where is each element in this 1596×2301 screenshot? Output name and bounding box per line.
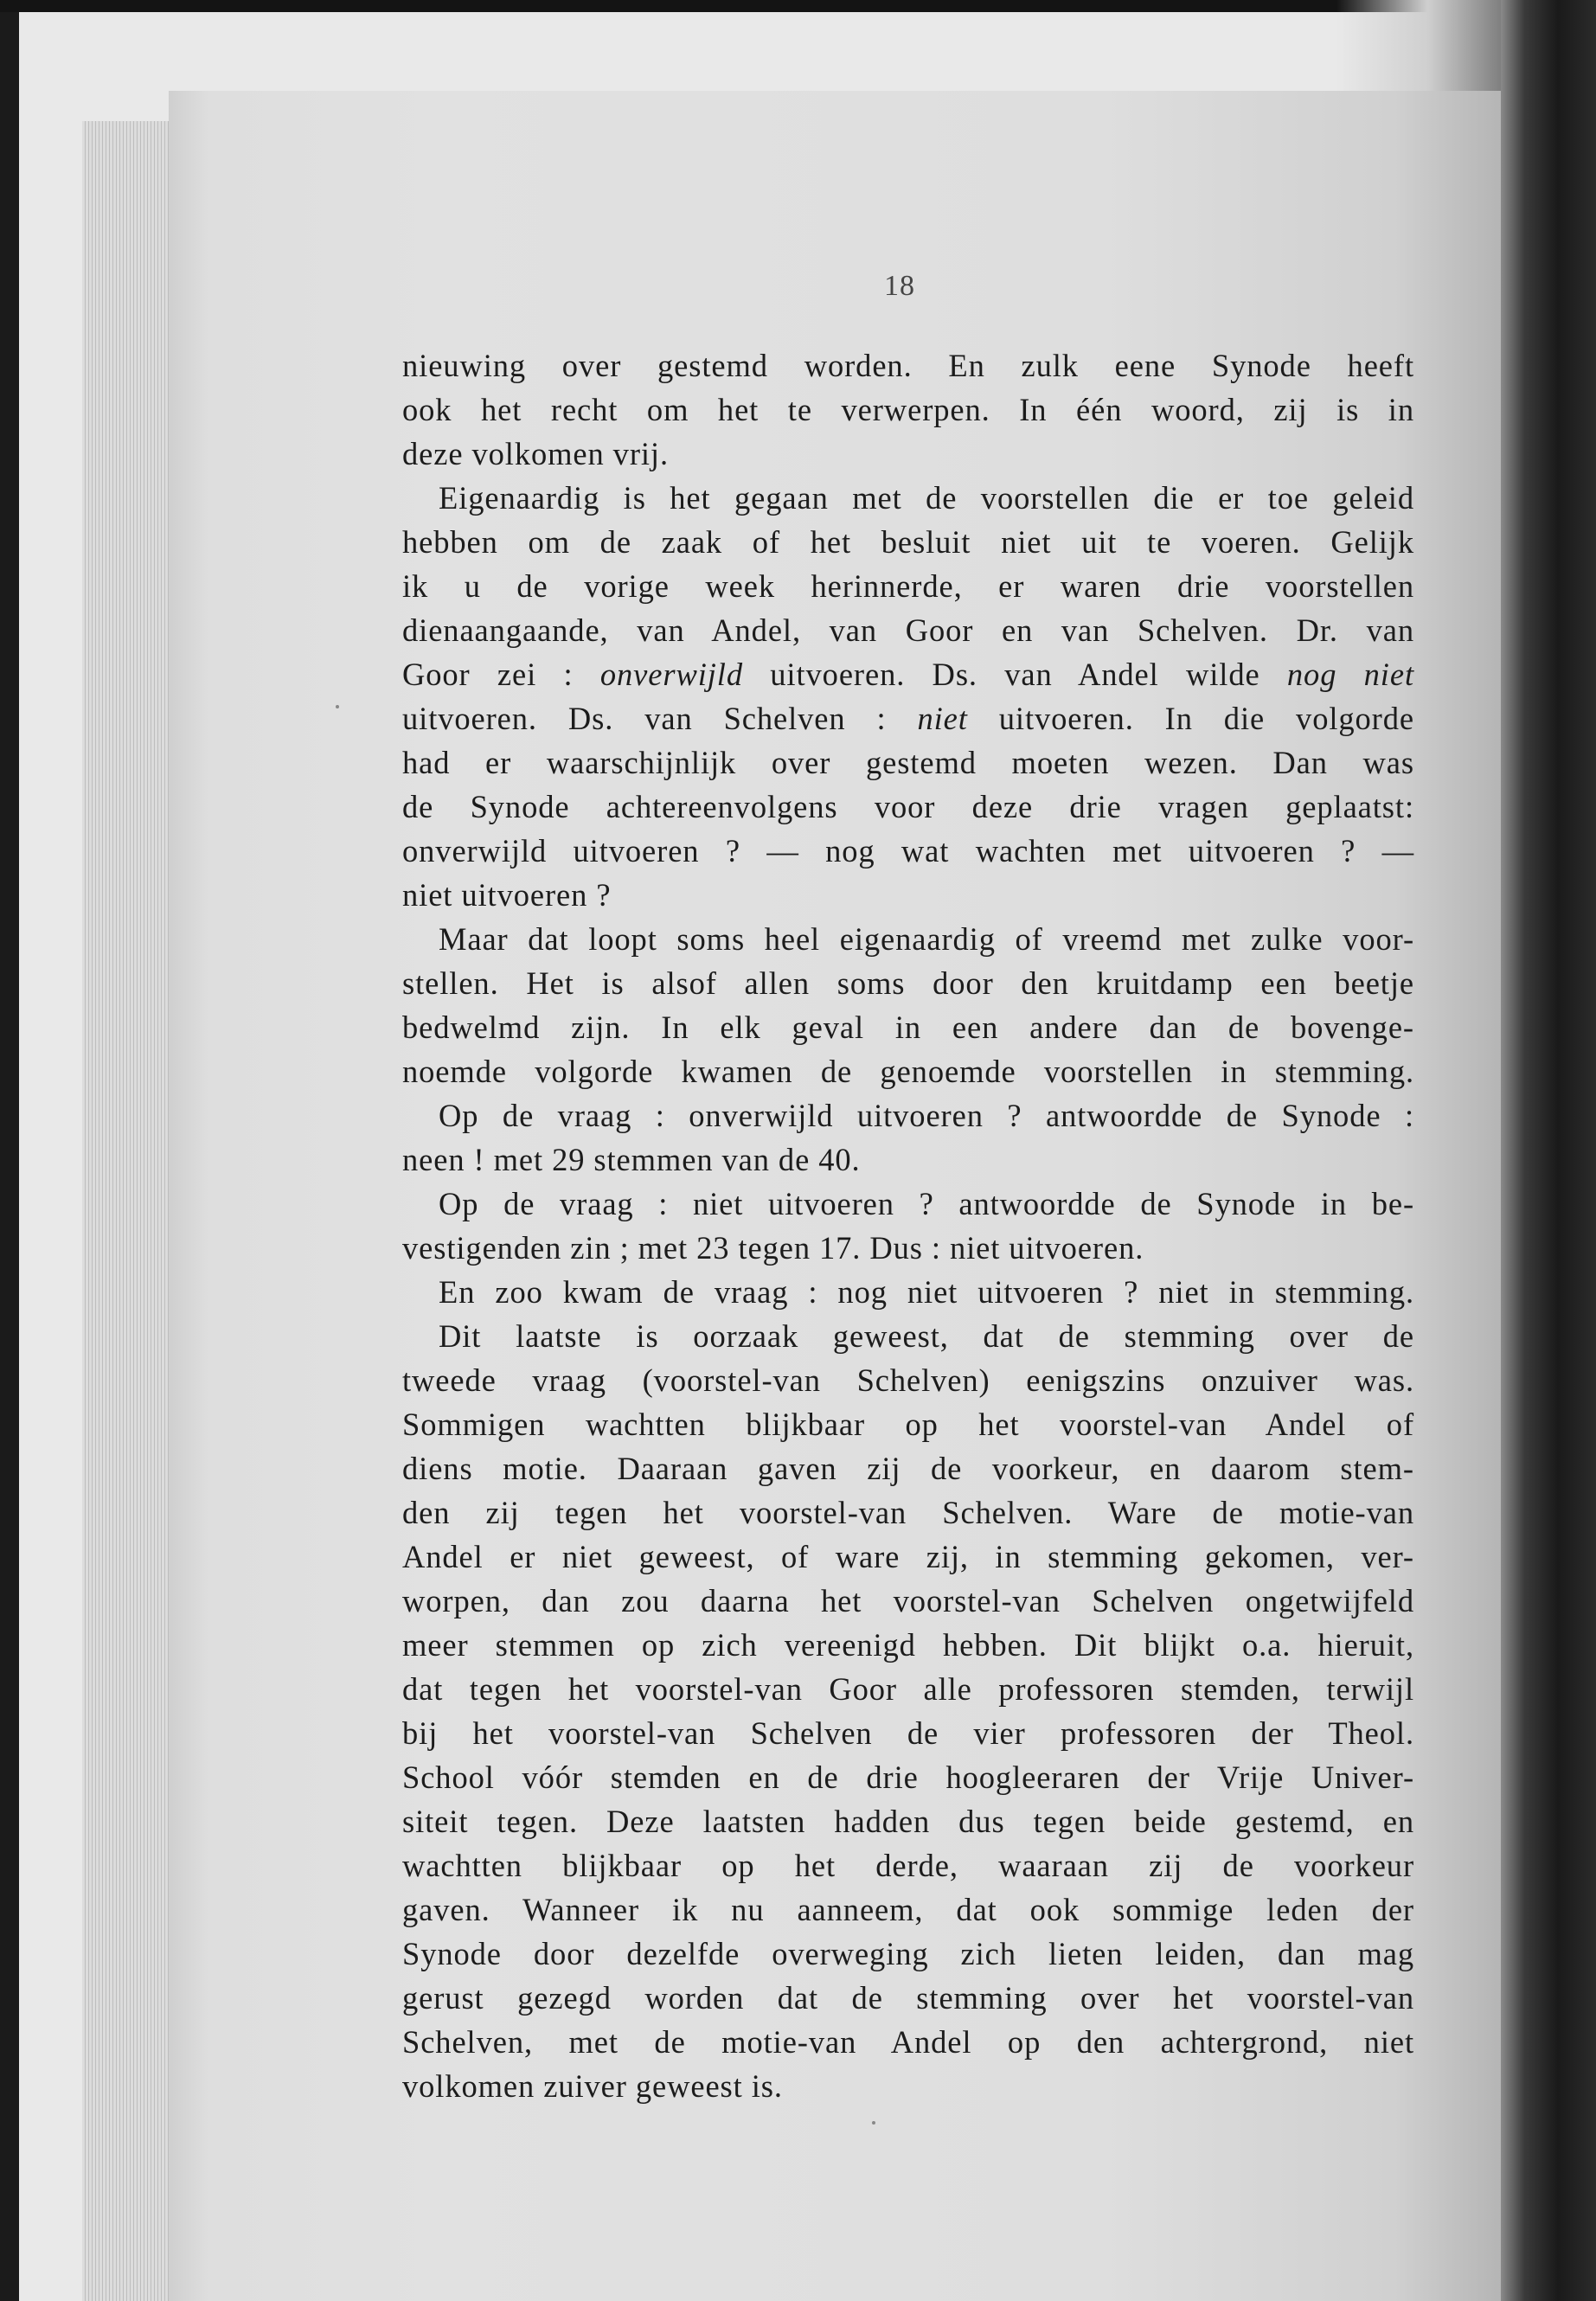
paper-speck [336, 705, 339, 708]
text-line: worpen, dan zou daarna het voorstel-van Schelven ongetwijfeld [402, 1583, 1414, 1618]
text-line: niet uitvoeren ? [402, 877, 612, 913]
text-line: neen ! met 29 stemmen van de 40. [402, 1142, 861, 1177]
text-line: Andel er niet geweest, of ware zij, in stemming gekomen, ver- [402, 1539, 1414, 1574]
text-line: hebben om de zaak of het besluit niet uit te voeren. Gelijk [402, 524, 1414, 560]
text-line: den zij tegen het voorstel-van Schelven. Ware de motie-van [402, 1495, 1414, 1530]
text-line: nieuwing over gestemd worden. En zulk eene Synode heeft [402, 348, 1414, 383]
text-line: Maar dat loopt soms heel eigenaardig of vreemd met zulke voor- [439, 921, 1414, 957]
text-line: tweede vraag (voorstel-van Schelven) eenigszins onzuiver was. [402, 1362, 1414, 1398]
text-line: En zoo kwam de vraag : nog niet uitvoeren ? niet in stemming. [439, 1274, 1414, 1310]
text-line: bedwelmd zijn. In elk geval in een andere dan de bovenge- [402, 1009, 1414, 1045]
text-line: Eigenaardig is het gegaan met de voorstellen die er toe geleid [439, 480, 1414, 516]
text-line: uitvoeren. Ds. van Schelven : niet uitvoeren. In die volgorde [402, 701, 1414, 736]
text-line: meer stemmen op zich vereenigd hebben. Dit blijkt o.a. hieruit, [402, 1627, 1414, 1663]
scanner-left-edge [0, 0, 19, 2301]
text-line: Op de vraag : onverwijld uitvoeren ? antwoordde de Synode : [439, 1098, 1414, 1133]
text-line: Schelven, met de motie-van Andel op den achtergrond, niet [402, 2024, 1414, 2060]
book-spine [1501, 0, 1596, 2301]
page-number: 18 [884, 270, 915, 302]
paper-speck [872, 2121, 875, 2125]
text-line: Synode door dezelfde overweging zich lieten leiden, dan mag [402, 1936, 1414, 1971]
text-line: Goor zei : onverwijld uitvoeren. Ds. van Andel wilde nog niet [402, 657, 1414, 692]
text-line: dienaangaande, van Andel, van Goor en van Schelven. Dr. van [402, 612, 1414, 648]
text-line: deze volkomen vrij. [402, 436, 669, 471]
text-line: wachtten blijkbaar op het derde, waaraan zij de voorkeur [402, 1848, 1414, 1883]
text-line: gerust gezegd worden dat de stemming over het voorstel-van [402, 1980, 1414, 2016]
text-line: had er waarschijnlijk over gestemd moeten wezen. Dan was [402, 745, 1414, 780]
text-line: gaven. Wanneer ik nu aanneem, dat ook sommige leden der [402, 1892, 1414, 1927]
text-line: ook het recht om het te verwerpen. In één woord, zij is in [402, 392, 1414, 427]
text-line: dat tegen het voorstel-van Goor alle professoren stemden, terwijl [402, 1671, 1414, 1707]
text-line: bij het voorstel-van Schelven de vier professoren der Theol. [402, 1715, 1414, 1751]
text-line: diens motie. Daaraan gaven zij de voorkeur, en daarom stem- [402, 1451, 1414, 1486]
text-line: noemde volgorde kwamen de genoemde voorstellen in stemming. [402, 1054, 1414, 1089]
text-line: School vóór stemden en de drie hoogleeraren der Vrije Univer- [402, 1759, 1414, 1795]
text-line: onverwijld uitvoeren ? — nog wat wachten met uitvoeren ? — [402, 833, 1414, 868]
text-line: vestigenden zin ; met 23 tegen 17. Dus : niet uitvoeren. [402, 1230, 1144, 1266]
text-line: ik u de vorige week herinnerde, er waren drie voorstellen [402, 568, 1414, 604]
text-line: siteit tegen. Deze laatsten hadden dus tegen beide gestemd, en [402, 1804, 1414, 1839]
book-page-edges [82, 121, 177, 2301]
text-line: volkomen zuiver geweest is. [402, 2068, 783, 2104]
text-line: Op de vraag : niet uitvoeren ? antwoordde de Synode in be- [439, 1186, 1414, 1221]
page-text [402, 343, 1414, 2108]
text-line: stellen. Het is alsof allen soms door den kruitdamp een beetje [402, 965, 1414, 1001]
text-line: Sommigen wachtten blijkbaar op het voorstel-van Andel of [402, 1407, 1414, 1442]
text-line: de Synode achtereenvolgens voor deze drie vragen geplaatst: [402, 789, 1414, 824]
text-line: Dit laatste is oorzaak geweest, dat de stemming over de [439, 1318, 1414, 1354]
